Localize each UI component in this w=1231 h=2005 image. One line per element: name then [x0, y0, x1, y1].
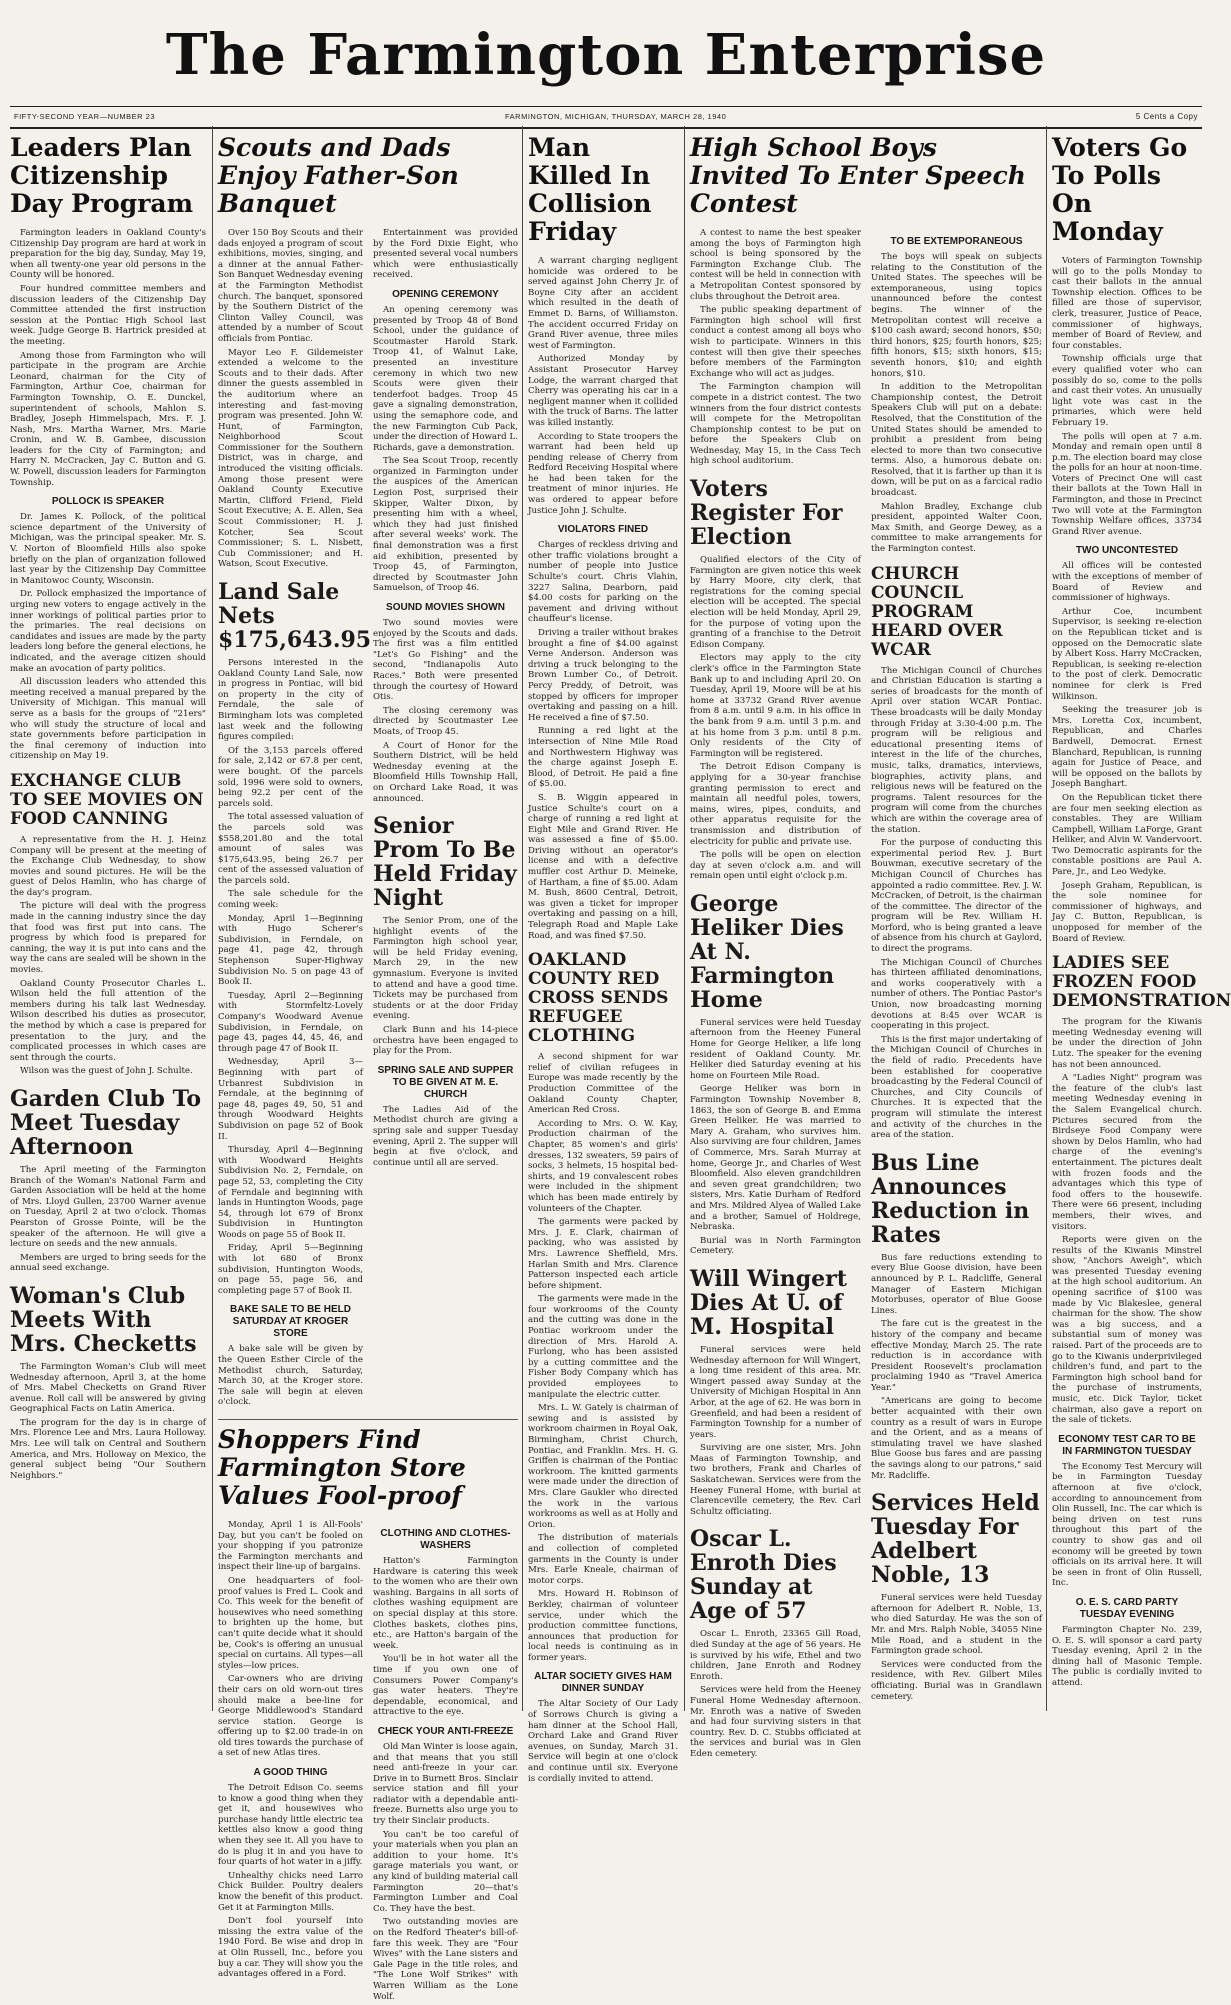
article-paragraph: For the purpose of conducting this experimental period Rev. J. Burt Bouwman, executive secretary of the Michigan Council of Churches has appointed a radio committee. Rev. J. W. McCracken, of Detroit, is the chairman of the committee. The director of the program will be Rev. William H. Morford, who is being granted a leave of absence from his church at Gaylord, to direct the programs.: [871, 838, 1042, 955]
article-paragraph: According to Mrs. O. W. Kay, Production chairman of the Chapter, 85 women's and girls' dresses, 132 sweaters, 59 pairs of socks, 3 helmets, 15 hospital bed-shirts, and 19 convalescent robes were included in the shipment which has been made entirely by volunteers of the Chapter.: [528, 1118, 678, 1214]
article-paragraph: Thursday, April 4—Beginning with Woodward Heights Subdivision No. 2, Ferndale, on page 52, 53, completing the City of Ferndale and beginning with lands in Huntington Woods, page 54, through lot 679 of Bronx Subdivision in Huntington Woods on page 55 of Book II.: [218, 1145, 363, 1240]
article-paragraph: Qualified electors of the City of Farmington are given notice this week by Harry Moore, city clerk, that registrations for the coming special election will be accepted. The special election will be held Monday, April 29, for the purpose of voting upon the granting of a franchise to the Detroit Edison Company.: [690, 555, 861, 650]
article-paragraph: Services were held from the Heeney Funeral Home Wednesday afternoon. Mr. Enroth was a native of Sweden and had four surviving sisters in that country. Rev. D. C. Stubbs officiated at the services and burial was in Glen Eden cemetery.: [690, 1685, 861, 1759]
article-paragraph: The distribution of materials and collection of completed garments in the County is under Mrs. Earle Kneale, chairman of motor corps.: [528, 1533, 678, 1586]
article-paragraph: Car-owners who are driving their cars on old worn-out tires should make a bee-line for George Middlewood's Standard service station. George is offering up to $2.00 trade-in on old tires towards the purchase of a set of new Atlas tires.: [218, 1674, 363, 1759]
article-headline: ALTAR SOCIETY GIVES HAM DINNER SUNDAY: [534, 1671, 672, 1695]
article-paragraph: The Michigan Council of Churches and Christian Education is starting a series of broadcasts for the month of April over station WCAR Pontiac. These broadcasts will be daily Monday through Friday at 3:30-4:00 p.m. The program will be religious and educational presenting items of interest in the life of the churches, music, talks, dramatics, interviews, biographies, activity plans, and religious news will be featured on the programs. Talent resources for the program will come from the churches which are within the coverage area of the station.: [871, 665, 1042, 835]
article-paragraph: The fare cut is the greatest in the history of the company and became effective Monday, March 25. The rate reduction is in accordance with President Roosevelt's proclamation proclaiming 1940 as "Travel America Year.": [871, 1319, 1042, 1393]
article-paragraph: Mayor Leo F. Gildemeister extended a welcome to the Scouts and to their dads. After dinner the guests assembled in the auditorium where an interesting and fast-moving program was presented. John W. Hunt, of Farmington, Neighborhood Scout Commissioner for the Southern District, was in charge, and introduced the visiting officials. Among those present were Oakland County Executive Martin, Clifford Friend, Field Scout Executive; A. E. Allen, Sea Scout Commissioner; H. J. Kotcher, Sea Scout Commissioner; S. L. Nisbett, Cub Commissioner; and H. Watson, Scout Executive.: [218, 347, 363, 570]
article-headline: Oscar L. Enroth Dies Sunday at Age of 57: [690, 1526, 837, 1625]
article-paragraph: Burial was in North Farmington Cemetery.: [690, 1235, 861, 1257]
article-paragraph: Reports were given on the results of the Kiwanis Minstrel show, "Anchors Aweigh", which was presented Tuesday evening at the high school auditorium. An opening sacrifice of $100 was made by Vic Blakeslee, general chairman for the show. The show was a big success, and a substantial sum of money was raised. Part of the proceeds are to go to the Kiwanis underprivileged children's fund, and part to the Farmington high school band for the purchase of instruments, music, etc. Dick Taylor, ticket chairman, also gave a report on the sale of tickets.: [1052, 1235, 1202, 1426]
article-paragraph: Hatton's Farmington Hardware is catering this week to the women who are their own washing. Bargains in all sorts of clothes washing equipment are on special display at this store. Clothes baskets, clothes pins, etc., are Hatton's bargain of the week.: [373, 1556, 518, 1651]
article-paragraph: The program for the day is in charge of Mrs. Florence Lee and Mrs. Laura Holloway. Mrs. Lee will talk on Central and Southern America, and Mrs. Holloway on Mexico, the general subject being "Our Southern Neighbors.": [10, 1417, 206, 1481]
article-headline: Services Held Tuesday For Adelbert Noble, 13: [871, 1490, 1040, 1589]
subheading: CLOTHING AND CLOTHES-WASHERS: [380, 1528, 511, 1551]
article-paragraph: Dr. Pollock emphasized the importance of urging new voters to engage actively in the inner workings of political parties prior to the primaries. The real decisions on candidates and issues are made by the party leaders long before the general elections, he indicated, and the average citizen should make an avocation of party politics.: [10, 589, 206, 674]
article-paragraph: The Farmington champion will compete in a district contest. The two winners from the four district contests will compete for the Metropolitan Championship contest to be put on before the Speakers Club on Wednesday, May 15, in the Cass Tech high school auditorium.: [690, 382, 861, 467]
article-paragraph: The garments were packed by Mrs. J. E. Clark, chairman of packing, who was assisted by Mrs. Lawrence Sheffield, Mrs. Harlan Smith and Mrs. Clarence Patterson inspected each article before shipment.: [528, 1217, 678, 1291]
article-headline: EXCHANGE CLUB TO SEE MOVIES ON FOOD CANNING: [10, 770, 204, 829]
article-paragraph: Farmington leaders in Oakland County's Citizenship Day program are hard at work in preparation for the big day, Sunday, May 19, when all twenty-one year old persons in the County will be honored.: [10, 228, 206, 281]
article-paragraph: Oscar L. Enroth, 23365 Gill Road, died Sunday at the age of 56 years. He is survived by his wife, Ethel and two children, Jane Enroth and Rodney Enroth.: [690, 1629, 861, 1682]
subheading: VIOLATORS FINED: [557, 524, 649, 536]
article-paragraph: Farmington Chapter No. 239, O. E. S. will sponsor a card party Tuesday evening, April 2 in the dining hall of Masonic Temple. The public is cordially invited to attend.: [1052, 1624, 1202, 1688]
article-paragraph: Bus fare reductions extending to every Blue Goose division, have been announced by P. L. Radcliffe, General Manager of Eastern Michigan Motorbuses, operator of Blue Goose Lines.: [871, 1252, 1042, 1316]
article-paragraph: The boys will speak on subjects relating to the Constitution of the United States. The speeches will be extemporaneous, using topics unannounced before the contest begins. The winner of the Metropolitan contest will receive a $100 cash award; second honors, $50; third honors, $25; fourth honors, $25; fifth honors, $15; sixth honors, $15; seventh honors, $10; and eighth honors, $10.: [871, 252, 1042, 379]
article-paragraph: Joseph Graham, Republican, is the sole nominee for commissioner of highways, and Jay C. Button, Republican, is unopposed for member of the Board of Review.: [1052, 880, 1202, 944]
article-paragraph: Mahlon Bradley, Exchange club president, appointed Walter Coon, Max Smith, and George Dewey, as a committee to make arrangements for the Farmington contest.: [871, 501, 1042, 555]
article-paragraph: According to State troopers the warrant had been held up pending release of Cherry from Redford Receiving Hospital where he had been taken for the treatment of minor injuries. He was ordered to appear before Justice John J. Schulte.: [528, 431, 678, 516]
article-paragraph: Dr. James K. Pollock, of the political science department of the University of Michigan, was the principal speaker. Mr. S. V. Norton of Bloomfield Hills also spoke briefly on the plan of organization followed last year by the Citizenship Day Committee in Manitowoc County, Wisconsin.: [10, 512, 206, 586]
article-paragraph: Old Man Winter is loose again, and that means that you still need anti-freeze in your car. Drive in to Burnett Bros. Sinclair service station and fill your radiator with a dependable anti-freeze. Burnetts also urge you to try their Sinclair products.: [373, 1741, 518, 1827]
article-headline: Senior Prom To Be Held Friday Night: [373, 813, 517, 912]
article-paragraph: The Altar Society of Our Lady of Sorrows Church is giving a ham dinner at the School Hall, Orchard Lake and Grand River avenues, on Sunday, March 31. Service will begin at one o'clock and continue until six. Everyone is cordially invited to attend.: [528, 1699, 678, 1784]
article-paragraph: Township officials urge that every qualified voter who can possibly do so, come to the polls and cast their votes. An unusually light vote was cast in the primaries, which were held February 19.: [1052, 354, 1202, 428]
article-paragraph: Wednesday, April 3—Beginning with part of Urbanrest Subdivision in Ferndale, at the beginning of page 48, pages 49, 50, 51 and through Woodward Heights Subdivision on page 52 of Book II.: [218, 1057, 363, 1142]
subheading: POLLOCK IS SPEAKER: [51, 496, 165, 508]
article-paragraph: Mrs. L. W. Gately is chairman of sewing and is assisted by workroom chairmen in Royal Oak, Birmingham, Christ Church, Pontiac, and Franklin. Mrs. H. G. Griffen is chairman of the Pontiac workroom. The knitted garments were made under the direction of Mrs. Clare Gaukler who directed the work in the various workrooms as well as at Holly and Orion.: [528, 1403, 679, 1530]
article-paragraph: A "Ladies Night" program was the feature of the club's last meeting Wednesday evening in the Salem Evangelical church. Pictures secured from the Birdseye Food Company were shown by Delos Hamlin, who had charge of the evening's entertainment. The pictures dealt with frozen foods and the advantages which this type of food offers to the housewife. There were 66 present, including members, their wives, and visitors.: [1052, 1073, 1202, 1232]
article-paragraph: Among those from Farmington who will participate in the program are Archie Leonard, chairman for the City of Farmington, Arthur Coe, chairman for Farmington Township, O. E. Dunckel, superintendent of schools, Mahlon S. Bradley, Joseph Himmelspach, Mrs. F. J. Nash, Mrs. Martha Warner, Mrs. Marie Cronin, and W. B. Gambee, discussion leaders for the City of Farmington; and Harry N. McCracken, Jay C. Button and G. W. Powell, discussion leaders for Farmington Township.: [10, 350, 206, 488]
article-paragraph: A second shipment for war relief of civilian refugees in Europe was made recently by the Production Committee of the Oakland County Chapter, American Red Cross.: [528, 1052, 678, 1116]
article-paragraph: Four hundred committee members and discussion leaders of the Citizenship Day Committee attended the first instruction session at the Pontiac High School last week. Judge George B. Hartrick presided at the meeting.: [10, 283, 206, 347]
divider: [218, 1419, 518, 1420]
article-paragraph: The sale schedule for the coming week:: [218, 889, 363, 911]
article-paragraph: The garments were made in the four workrooms of the County and the cutting was done in the Pontiac workroom under the direction of Mrs. Harold A. Furlong, who has been assisted by a cutting committee and the Fisher Body Company which has provided employees to manipulate the electric cutter.: [528, 1294, 678, 1400]
column-1: [10, 132, 206, 1717]
article-paragraph: The Farmington Woman's Club will meet Wednesday afternoon, April 3, at the home of Mrs. Mabel Checketts on Grand River avenue. Roll call will be answered by giving Geographical Facts on Latin America.: [10, 1361, 206, 1415]
article-paragraph: The polls will be open on election day at seven o'clock a.m. and will remain open until eight o'clock p.m.: [690, 850, 861, 882]
article-headline: SPRING SALE AND SUPPER TO BE GIVEN AT M. E. CHURCH: [377, 1064, 514, 1100]
column-3: [528, 132, 679, 1784]
article-headline: BAKE SALE TO BE HELD SATURDAY AT KROGER STORE: [230, 1304, 351, 1340]
article-paragraph: Funeral services were held Tuesday afternoon from the Heeney Funeral Home for George Heliker, a life long resident of Oakland County. Mr. Heliker died Saturday evening at his home on Fourteen Mile Road.: [690, 1017, 861, 1081]
article-paragraph: The Sea Scout Troop, recently organized in Farmington under the auspices of the American Legion Post, surprised their Skipper, Walter Dixon, by presenting him with a wheel, which they had just finished after several weeks' work. The final demonstration was a first aid exhibition, presented by Troop 45, of Farmington, directed by Scoutmaster John Samuelson, of Troop 46.: [373, 456, 518, 594]
article-paragraph: On the Republican ticket there are four men seeking election as constables. They are William Campbell, William LaForge, Grant Heliker, and Alvin W. Vandervoort. Two Democratic aspirants for the constable positions are Paul A. Pare, Jr., and Leo Wedyke.: [1052, 792, 1202, 878]
article-paragraph: Two sound movies were enjoyed by the Scouts and dads. The first was a film entitled "Let's Go Fishing" and the second, "Indianapolis Auto Races." Both were presented through the courtesy of Howard Otis.: [373, 618, 518, 703]
subheading: TWO UNCONTESTED: [1075, 545, 1179, 557]
article-paragraph: Wilson was the guest of John J. Schulte.: [20, 1066, 193, 1077]
article-headline: LADIES SEE FROZEN FOOD DEMONSTRATION: [1052, 953, 1231, 1012]
article-paragraph: An opening ceremony was presented by Troop 48 of Bond School, under the guidance of Scoutmaster Harold Stark. Troop 41, of Walnut Lake, presented an investiture ceremony in which two new Scouts were given their tenderfoot badges. Troop 45 gave a signaling demonstration, using the semaphore code, and the new Farmington Cub Pack, under the direction of Howard L. Richards, gave a demonstration.: [373, 304, 518, 453]
article-paragraph: Friday, April 5—Beginning with lot 680 of Bronx subdivision, Huntington Woods, on page 55, page 56, and completing page 57 of Book II.: [218, 1243, 363, 1296]
article-paragraph: Mrs. Howard H. Robinson of Berkley, chairman of volunteer service, under which the production committee functions, announces that production for local needs is continuing as in former years.: [528, 1589, 678, 1663]
column-2: [218, 132, 518, 2002]
article-paragraph: All discussion leaders who attended this meeting received a manual prepared by the University of Michigan. This manual will serve as a basis for the groups of "21ers" who will study the structure of local and state governments before participation in the final ceremony of induction into citizenship on May 19.: [10, 677, 206, 762]
article-paragraph: Tuesday, April 2—Beginning with Stormfeltz-Lovely Company's Woodward Avenue Subdivision, in Ferndale, on page 43, pages 44, 45, 46, and through page 47 of Book II.: [218, 990, 363, 1054]
article-paragraph: Of the 3,153 parcels offered for sale, 2,142 or 67.8 per cent, were bought. Of the parcels sold, 1996 were sold to owners, being 92.2 per cent of the parcels sold.: [218, 745, 363, 809]
article-paragraph: A warrant charging negligent homicide was ordered to be served against John Cherry Jr. of Boyne City after an accident which resulted in the death of Emmet D. Barns, of Williamston. The accident occurred Friday on Grand River avenue, three miles west of Farmington.: [528, 256, 678, 351]
article-paragraph: Entertainment was provided by the Ford Dixie Eight, who presented several vocal numbers which were enthusiastically received.: [373, 228, 518, 281]
article-paragraph: The Ladies Aid of the Methodist church are giving a spring sale and supper Tuesday evening, April 2. The supper will begin at five o'clock, and continue until all are served.: [373, 1104, 518, 1168]
article-paragraph: Services were conducted from the residence, with Rev. Gilbert Miles officiating. Burial was in Grandlawn cemetery.: [871, 1659, 1042, 1702]
article-headline: ECONOMY TEST CAR TO BE IN FARMINGTON TUESDAY: [1058, 1433, 1196, 1457]
article-paragraph: The total assessed valuation of the parcels sold was $558,201.80 and the total amount of sales was $175,643.95, being 26.7 per cent of the assessed valuation of the parcels sold.: [218, 812, 363, 886]
article-paragraph: In addition to the Metropolitan Championship contest, the Detroit Speakers Club will put on a debate: Resolved, that the Constitution of the United States should be amended to prohibit a president from being elected to more than two consecutive terms. Also, a humorous debate on: Resolved, that it is farther up than it is down, will be put on as a farcical radio broadcast.: [871, 382, 1042, 499]
article-paragraph: The program for the Kiwanis meeting Wednesday evening will be under the direction of John Lutz. The speaker for the evening has not been announced.: [1052, 1017, 1202, 1070]
article-paragraph: Voters of Farmington Township will go to the polls Monday to cast their ballots in the annual Township election. Offices to be filled are those of supervisor, clerk, treasurer, Justice of Peace, commissioner of highways, member of Board of Review, and four constables.: [1052, 256, 1202, 351]
masthead: The Farmington Enterprise: [165, 22, 1047, 88]
article-headline: CHURCH COUNCIL PROGRAM HEARD OVER WCAR: [871, 563, 1003, 660]
article-paragraph: The Economy Test Mercury will be in Farmington Tuesday afternoon at five o'clock, according to announcement from Olin Russell, Inc. The car which is being driven on test runs throughout this part of the country to show gas and oil economy will be greeted by town officials on its arrival here. It will be seen in front of Olin Russell, Inc.: [1052, 1461, 1202, 1589]
subheading: SOUND MOVIES SHOWN: [386, 602, 505, 613]
article-headline: Voters Go To Polls On Monday: [1052, 133, 1188, 246]
article-headline: Bus Line Announces Reduction in Rates: [871, 1149, 1030, 1248]
article-paragraph: Monday, April 1 is All-Fools' Day, but you can't be fooled on your shopping if you patronize the Farmington merchants and inspect their line-up of bargains.: [218, 1520, 363, 1573]
article-paragraph: Funeral services were held Wednesday afternoon for Will Wingert, a long time resident of this area. Mr. Wingert passed away Sunday at the University of Michigan Hospital in Ann Arbor, at the age of 62. He was born in Greenfield, and had been a resident of Farmington Township for a number of years.: [690, 1344, 861, 1440]
article-paragraph: Members are urged to bring seeds for the annual seed exchange.: [10, 1252, 206, 1274]
article-paragraph: A Court of Honor for the Southern District, will be held Wednesday evening at the Bloomfield Hills Township Hall, on Orchard Lake Road, it was announced.: [373, 740, 518, 804]
article-paragraph: Persons interested in the Oakland County Land Sale, now in progress in Pontiac, will bid on property in the city of Ferndale, the sale of Birmingham lots was completed last week and the following figures compiled:: [218, 658, 363, 743]
article-headline: Will Wingert Dies At U. of M. Hospital: [690, 1265, 847, 1340]
article-paragraph: Surviving are one sister, Mrs. John Maas of Farmington Township, and two brothers, Frank and Charles of Saskatchewan. Services were from the Heeney Funeral Home, with burial at Clarenceville cemetery, the Rev. Carl Schultz officiating.: [690, 1443, 861, 1517]
article-paragraph: All offices will be contested with the exceptions of member of Board of Review and commissioner of highways.: [1052, 561, 1202, 604]
article-headline: Woman's Club Meets With Mrs. Checketts: [10, 1282, 197, 1357]
article-headline: Garden Club To Meet Tuesday Afternoon: [10, 1085, 202, 1160]
column-5: [1052, 132, 1231, 1717]
price: 5 Cents a Copy: [1135, 112, 1198, 121]
article-paragraph: Driving a trailer without brakes brought a fine of $4.00 against Verne Anderson. Anderson was driving a truck belonging to the Brown Lumber Co., of Detroit. Percy Preddy, of Detroit, was stopped by officers for improper overtaking and passing on a hill. He received a fine of $7.50.: [528, 628, 678, 723]
article-headline: Shoppers Find Farmington Store Values Fool-proof: [218, 1425, 466, 1510]
article-paragraph: S. B. Wiggin appeared in Justice Schulte's court on a charge of running a red light at Eight Mile and Grand River. He was assessed a fine of $5.00. Driving without an operator's license and with a defective muffler cost Arthur D. Meineke, of Hartham, a fine of $5.00. Adam M. Bush, 8600 Central, Detroit, was given a ticket for improper overtaking and passing on a hill, Telegraph Road and Maple Lake Road, and was fined $7.50.: [528, 792, 678, 941]
article-paragraph: Running a red light at the intersection of Nine Mile Road and Northwestern Highway was the charge against Joseph E. Blood, of Detroit. He paid a fine of $5.00.: [528, 726, 678, 790]
article-paragraph: The polls will open at 7 a.m. Monday and remain open until 8 p.m. The election board may close the polls for an hour at noon-time. Voters of Precinct One will cast their ballots at the Town Hall in Farmington, and those in Precinct Two will vote at the Farmington Township Welfare offices, 33734 Grand River avenue.: [1052, 431, 1202, 537]
article-headline: OAKLAND COUNTY RED CROSS SENDS REFUGEE CLOTHING: [528, 950, 669, 1047]
article-headline: Leaders Plan Citizenship Day Program: [10, 133, 194, 218]
article-paragraph: Over 150 Boy Scouts and their dads enjoyed a program of scout exhibitions, movies, singing, and a dinner at the annual Father-Son Banquet Wednesday evening at the Farmington Methodist church. The banquet, sponsored by the Southern District of the Clinton Valley Council, was attended by a number of Scout officials from Pontiac.: [218, 228, 363, 344]
article-paragraph: The public speaking department of Farmington high school will first conduct a contest among all boys who wish to participate. Winners in this contest will then give their speeches before members of the Farmington Exchange who will act as judges.: [690, 305, 861, 379]
article-headline: George Heliker Dies At N. Farmington Home: [690, 890, 844, 1013]
article-paragraph: Seeking the treasurer job is Mrs. Loretta Cox, incumbent, Republican, and Charles Bardwell, Democrat. Ernest Blanchard, Republican, is running again for Justice of Peace, and will be opposed on the ballots by Joseph Banghart.: [1052, 705, 1202, 790]
article-paragraph: Electors may apply to the city clerk's office in the Farmington State Bank up to and including April 20. On Tuesday, April 19, Moore will be at his home at 33732 Grand River avenue from 8 a.m. until 9 a.m. in his office in the bank from 9 a.m. until 3 p.m. and at his home from 3 p.m. until 8 p.m. Only residents of the City of Farmington will be registered.: [690, 653, 861, 759]
article-paragraph: Don't fool yourself into missing the extra value of the 1940 Ford. Be wise and drop in at Olin Russell, Inc., before you buy a car. They will show you the advantages offered in a Ford.: [218, 1916, 363, 1980]
dateline: [10, 106, 1202, 129]
article-headline: High School Boys Invited To Enter Speech Contest: [690, 133, 1026, 218]
article-paragraph: A bake sale will be given by the Queen Esther Circle of the Methodist church, Saturday, March 30, at the Kroger store. The sale will begin at eleven o'clock.: [218, 1344, 363, 1408]
article-headline: Scouts and Dads Enjoy Father-Son Banquet: [218, 133, 459, 218]
article-paragraph: The Detroit Edison Co. seems to know a good thing when they get it, and housewives who purchase handy little electric tea kettles also know a good thing when they see it. All you have to do is plug it in and you have to four quarts of hot water in a jiffy.: [218, 1783, 363, 1868]
column-4: [690, 132, 1042, 1759]
article-headline: Man Killed In Collision Friday: [528, 133, 652, 246]
article-paragraph: Funeral services were held Tuesday afternoon for Adelbert R. Noble, 13, who died Saturday. He was the son of Mr. and Mrs. Ralph Noble, 34055 Nine Mile Road, and a student in the Farmington grade school.: [871, 1593, 1042, 1657]
article-headline: Voters Register For Election: [690, 476, 843, 551]
article-headline: Land Sale Nets $175,643.95: [218, 579, 372, 653]
subheading: A GOOD THING: [253, 1767, 328, 1779]
article-paragraph: You can't be too careful of your materials when you plan an addition to your home. It's garage materials you want, or any kind of building material call Farmington 20—that's Farmington Lumber and Coal Co. They have the best.: [373, 1829, 518, 1914]
article-paragraph: Unhealthy chicks need Larro Chick Builder. Poultry dealers know the benefit of this product. Get it at Farmington Mills.: [218, 1870, 363, 1913]
article-paragraph: This is the first major undertaking of the Michigan Council of Churches in the field of radio. Precedents have been established for cooperative broadcasting by the Federal Council of Churches, and City Councils of Churches. It is expected that the program will stimulate the interest and activity of the churches in the area of the station.: [871, 1034, 1042, 1141]
article-paragraph: The closing ceremony was directed by Scoutmaster Lee Moats, of Troop 45.: [373, 705, 518, 737]
article-paragraph: The Michigan Council of Churches has thirteen affiliated denominations, and works cooperatively with a number of others. The Pontiac Pastor's Union, now broadcasting morning devotions at 8:45 over WCAR is cooperating in this project.: [871, 957, 1042, 1032]
place-date: FARMINGTON, MICHIGAN, THURSDAY, MARCH 28, 1940: [505, 112, 727, 121]
subheading: CHECK YOUR ANTI-FREEZE: [377, 1725, 514, 1737]
article-paragraph: "Americans are going to become better acquainted with their own country as a result of wars in Europe and the Orient, and as a means of stimulating travel we have slashed Blue Goose bus fares and are passing the savings along to our patrons," said Mr. Radcliffe.: [871, 1396, 1042, 1481]
subheading: TO BE EXTEMPORANEOUS: [890, 236, 1023, 247]
article-paragraph: The Senior Prom, one of the highlight events of the Farmington high school year, will be held Friday evening, March 29, in the new gymnasium. Everyone is invited to attend and have a good time. Tickets may be purchased from students or at the door Friday evening.: [373, 916, 518, 1022]
subheading: OPENING CEREMONY: [392, 288, 499, 300]
article-headline: O. E. S. CARD PARTY TUESDAY EVENING: [1075, 1596, 1179, 1620]
article-paragraph: Monday, April 1—Beginning with Hugo Scherer's Subdivision, in Ferndale, on page 41, page 42, through Stephenson Super-Highway Subdivision No. 5 on page 43 of Book II.: [218, 913, 363, 988]
article-paragraph: Oakland County Prosecutor Charles L. Wilson held the full attention of the members during his talk last Wednesday. Wilson described his duties as prosecutor, the method by which a case is prepared for presentation to the jury, and the complicated processes in which cases are sent through the courts.: [10, 978, 206, 1063]
article-paragraph: A representative from the H. J. Heinz Company will be present at the meeting of the Exchange Club Wednesday, to show movies and sound pictures. He will be the guest of Delos Hamlin, who has charge of the day's program.: [10, 834, 206, 898]
article-paragraph: A contest to name the best speaker among the boys of Farmington high school is being sponsored by the Farmington Exchange Club. The contest will be held in connection with a Metropolitan Contest sponsored by clubs throughout the Detroit area.: [690, 228, 861, 302]
article-paragraph: The Detroit Edison Company is applying for a 30-year franchise granting permission to erect and maintain all needful poles, towers, mains, wires, pipes, conduits, and other apparatus requisite for the transmission and distribution of electricity for public and private use.: [690, 762, 861, 847]
article-paragraph: Arthur Coe, incumbent Supervisor, is seeking re-election on the Republican ticket and is opposed on the Democratic slate by Albert Koss. Harry McCracken, Republican, is seeking re-election to the post of clerk. Democratic nominee for clerk is Fred Wilkinson.: [1052, 606, 1202, 702]
article-paragraph: George Heliker was born in Farmington Township November 8, 1863, the son of George B. and Emma Green Heliker. He was married to Mary A. Graham, who survives him. Also surviving are four children, James of Commerce, Mrs. Sarah Murray at home, George Jr., and Charles of West Bloomfield. Also eleven grandchildren and seven great grandchildren; two sisters, Mrs. Katie Durham of Redford and Mrs. Mildred Alyea of Walled Lake and a brother, Samuel of Holdrege, Nebraska.: [690, 1084, 861, 1233]
article-paragraph: Charges of reckless driving and other traffic violations brought a number of people into Justice Schulte's court. Chris Vlahin, 3227 Salina, Dearborn, paid $4.00 costs for parking on the pavement and driving without chauffeur's license.: [528, 540, 678, 625]
article-paragraph: The April meeting of the Farmington Branch of the Woman's National Farm and Garden Association will be held at the home of Mrs. Lloyd Gullen, 23700 Warner avenue on Tuesday, April 2 at two o'clock. Thomas Pearston of Grosse Pointe, will be the speaker of the afternoon. He will give a lecture on seeds and the new annuals.: [10, 1164, 206, 1250]
article-paragraph: Clark Bunn and his 14-piece orchestra have been engaged to play for the Prom.: [373, 1025, 518, 1057]
volume-number: FIFTY-SECOND YEAR—NUMBER 23: [14, 112, 156, 121]
article-paragraph: One headquarters of fool-proof values is Fred L. Cook and Co. This week for the benefit of housewives who need something to brighten up the home, but can't quite decide what it should be, Cook's is offering an unusual special on curtains. All types—all styles—low prices.: [218, 1575, 363, 1671]
article-paragraph: Authorized Monday by Assistant Prosecutor Harvey Lodge, the warrant charged that Cherry was operating his car in a negligent manner when it collided with the truck of Barns. The latter was killed instantly.: [528, 354, 678, 428]
article-paragraph: The picture will deal with the progress made in the canning industry since the day that food was first put into cans. The progress by which food is prepared for canning, the way it is put into cans and the way the cans are sealed will be shown in the movies.: [10, 901, 206, 976]
article-paragraph: You'll be in hot water all the time if you own one of Consumers Power Company's gas water heaters. They're dependable, economical, and attractive to the eye.: [373, 1654, 518, 1718]
article-paragraph: Two outstanding movies are on the Redford Theater's bill-of-fare this week. They are "Four Wives" with the Lane sisters and Gale Page in the title roles, and "The Lone Wolf Strikes" with Warren William as the Lone Wolf.: [373, 1917, 518, 2002]
